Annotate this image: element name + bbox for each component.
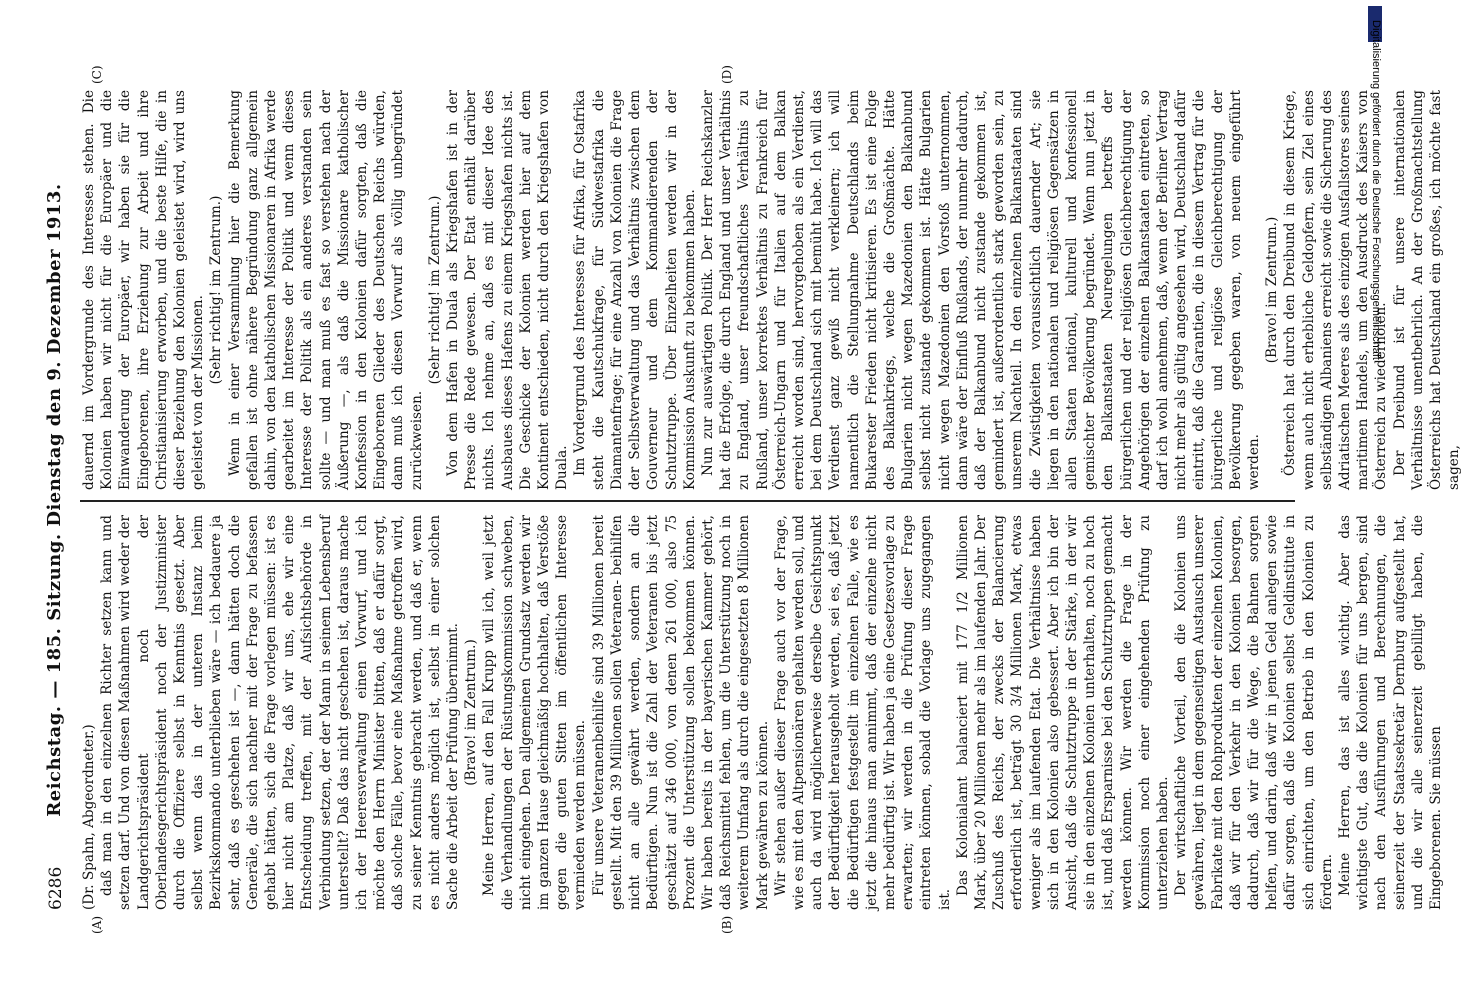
paragraph: daß man in den einzelnen Richter setzen kann und setzen darf. Und von diesen Maßnahmen wird weder der Landgerichtspräsident noch der Oberlandesgerichtspräsident noch der Justizminister durch die Offiziere selbst in Kenntnis gesetzt. Aber selbst wenn das in der unteren Instanz beim Bezirkskommando unterblieben wäre — ich bedauere ja sehr, daß es geschehen ist —, dann hätten doch die Generäle, die sich nachher mit der Frage zu befassen gehabt hätten, sich die Frage vorlegen müssen: ist es hier nicht am Platze, daß wir uns, ehe wir eine Entscheidung treffen, mit der Aufsichtsbehörde in Verbindung setzen, der der Mann in seinem Lebensberuf unterstellt? Daß das nicht geschehen ist, daraus mache ich der Heeresverwaltung einen Vorwurf, und ich möchte den Herrn Minister bitten, daß er dafür sorgt, daß solche Fälle, bevor eine Maßnahme getroffen wird, zu seiner Kenntnis gebracht werden, und daß er, wenn es nicht anders möglich ist, selbst in einer solchen Sache die Arbeit der Prüfung übernimmt. [99,515,462,910]
paragraph: Österreich hat durch den Dreibund in diesem Kriege, wenn auch nicht erhebliche Geldopfern, sein Ziel eines selbständigen Albaniens erreicht sowie die Sicherung des Adriatischen Meeres als des einzigen Ausfallstores seines maritimen Handels, um den Ausdruck des Kaisers von Österreich zu wiederholen. [1282,90,1390,490]
margin-mark-b: (B) [720,915,734,934]
page-number: 6286 [46,866,66,910]
paragraph: Für unsere Veteranenbeihilfe sind 39 Millionen bereit gestellt. Mit den 39 Millionen sollen Veteranen- beihilfen nicht an alle gewährt werden, sondern an die Bedürftigen. Nun ist die Zahl der Veteranen bis jetzt geschätzt auf 346 000, von denen 261 000, also 75 Prozent die Unterstützung sollen bekommen können. Wir haben bereits in der bayerischen Kammer gehört, daß Reichsmittel fehlen, um die Unterstützung noch in weiterem Umfang als durch die eingesetzten 8 Millionen Mark gewähren zu können. [590,515,771,910]
paragraph: Von dem Hafen in Duala als Kriegshafen ist in der Presse die Rede gewesen. Der Etat enthält darüber nichts. Ich nehme an, daß es mit dieser Idee des Ausbaues dieses Hafens zu einem Kriegshafen nichts ist. Die Geschicke der Kolonien werden hier auf dem Kontinent entschieden, nicht durch den Kriegshafen von Duala. [445,90,571,490]
paragraph: Das Kolonialamt balanciert mit 177 1/2 Millionen Mark, über 20 Millionen mehr als im laufenden Jahr. Der Zuschuß des Reichs, der zwecks der Balancierung erforderlich ist, beträgt 30 3/4 Millionen Mark, etwas weniger als im laufenden Etat. Die Verhältnisse haben sich in den Kolonien also gebessert. Aber ich bin der Ansicht, daß die Schutztruppe in der Stärke, in der wir sie in den einzelnen Kolonien unterhalten, noch zu hoch ist, und daß Ersparnisse bei den Schutztruppen gemacht werden können. Wir werden die Frage in der Kommission noch einer eingehenden Prüfung zu unterziehen haben. [954,515,1171,910]
interjection: (Sehr richtig! im Zentrum.) [208,195,225,385]
interjection: (Bravo! im Zentrum.) [463,639,480,786]
page-header [32,90,72,910]
paragraph: Der Dreibund ist für unsere internationalen Verhältnisse unentbehrlich. An der Großmachtstellung Österreichs hat Deutschland ein großes, ich möchte fast sagen, [1391,90,1463,490]
margin-mark-d: (D) [720,65,734,84]
column-divider [80,501,1295,503]
margin-mark-a: (A) [90,915,104,934]
credit-text: Digitalisierung gefördert durch die Deutsche Forschungsgemeinschaft [1370,20,1382,360]
interjection: (Sehr richtig! im Zentrum.) [426,195,443,385]
paragraph: Der wirtschaftliche Vorteil, den die Kolonien uns gewähren, liegt in dem gegenseitigen Austausch unserer Fabrikate mit den Rohprodukten der einzelnen Kolonien, daß wir für den Verkehr in den Kolonien besorgen, dadurch, daß wir für die Wege, die Bahnen sorgen helfen, und darin, daß wir in jenen Geld anlegen sowie dafür sorgen, daß die Kolonien selbst Geldinstitute in sich einrichten, um den Betrieb in den Kolonien zu fördern. [1173,515,1335,910]
speaker-label: (Dr. Spahn, Abgeordneter.) [81,724,97,910]
digitization-credit [1370,20,1384,620]
paragraph: dauernd im Vordergrunde des Interesses stehen. Die Kolonien haben wir nicht für die Europäer und die Einwanderung der Europäer, wir haben sie für die Eingeborenen, ihre Erziehung zur Arbeit und ihre Christianisierung erworben, und die beste Hilfe, die in dieser Beziehung den Kolonien geleistet wird, wird uns geleistet von der Missionen. [81,90,207,490]
margin-mark-c: (C) [90,65,104,84]
paragraph: Wir stehen außer dieser Frage auch vor der Frage, wie es mit den Altpensionären gehalten werden soll, und auch da wird möglicherweise derselbe Gesichtspunkt der Bedürftigkeit herausgeholt werden, sei es, daß jetzt die Bedürftigen festgestellt im einzelnen Falle, wie es jetzt die hinaus man annimmt, daß der einzelne nicht mehr bedürftig ist. Wir haben ja eine Gesetzesvorlage zu erwarten; wir werden in die Prüfung dieser Frage eintreten können, sobald die Vorlage uns zugegangen ist. [772,515,953,910]
left-column [80,515,1445,910]
paragraph: Wenn in einer Versammlung hier die Bemerkung gefallen ist ohne nähere Begründung ganz allgemein dahin, von den katholischen Missionaren in Afrika werde gearbeitet im Interesse der Politik und wenn dieses Interesse der Politik als ein anderes verstanden sein sollte — und man muß es fast so verstehen nach der Äußerung —, als daß die Missionare katholischer Konfession in den Kolonien dafür sorgten, daß die Eingeborenen Glieder des Deutschen Reichs würden, dann muß ich diesen Vorwurf als völlig unbegründet zurückweisen. [226,90,425,490]
paragraph: Meine Herren, das ist alles wichtig. Aber das wichtigste Gut, das die Kolonien für uns bergen, sind nach den Ausführungen und Berechnungen, die seinerzeit der Staatssekretär Dernburg aufgestellt hat, und die wir alle seinerzeit gebilligt haben, die Eingeborenen. Sie müssen [1337,515,1445,910]
page-title: Reichstag. — 185. Sitzung. Dienstag den 9. Dezember 1913. [44,183,65,817]
paragraph: Im Vordergrund des Interesses für Afrika, für Ostafrika steht die Kautschukfrage, für Südwestafrika die Diamantenfrage; für eine Anzahl von Kolonien die Frage der Selbstverwaltung und das Verhältnis zwischen dem Gouverneur und dem Kommandierenden der Schutztruppe. Über Einzelheiten werden wir in der Kommission Auskunft zu bekommen haben. [572,90,698,490]
interjection: (Bravo! im Zentrum.) [1264,216,1281,364]
paragraph: Nun zur auswärtigen Politik. Der Herr Reichskanzler hat die Erfolge, die durch England und unser Verhältnis zu England, unser freundschaftliches Verhältnis zu Rußland, unser korrektes Verhältnis zu Frankreich für Österreich-Ungarn und für Italien auf dem Balkan erreicht worden sind, hervorgehoben als ein Verdienst, bei dem Deutschland sich mit bemüht habe. Ich will das Verdienst ganz gewiß nicht verkleinern; ich will namentlich die Stellungnahme Deutschlands beim Bukarester Frieden nicht kritisieren. Es ist eine Folge des Balkankriegs, welche die Großmächte. Hätte Bulgarien nicht wegen Mazedonien den Balkanbund selbst nicht zustande gekommen ist. Hätte Bulgarien nicht wegen Mazedonien den Vorstoß unternommen, dann wäre der Einfluß Rußlands, der nunmehr dadurch, daß der Balkanbund nicht zustande gekommen ist, gemindert ist, außerordentlich stark geworden sein, zu unserem Nachteil. In den einzelnen Balkanstaaten sind die Zwistigkeiten voraussichtlich dauernder Art; sie liegen in den nationalen und religiösen Gegensätzen in allen Staaten national, kulturell und konfessionell gemischter Bevölkerung begründet. Wenn nun jetzt in den Balkanstaaten Neuregelungen betreffs der bürgerlichen und der religiösen Gleichberechtigung der Angehörigen der einzelnen Balkanstaaten eintreten, so darf ich wohl annehmen, daß, wenn der Berliner Vertrag nicht mehr als gültig angesehen wird, Deutschland dafür eintritt, daß die Garantien, die in diesem Vertrag für die bürgerliche und religiöse Gleichberechtigung der Bevölkerung gegeben waren, von neuem eingeführt werden. [699,90,1262,490]
paragraph: Meine Herren, auf den Fall Krupp will ich, weil jetzt die Verhandlungen der Rüstungskommission schweben, nicht eingehen. Den allgemeinen Grundsatz werden wir im ganzen Hause gleichmäßig hochhalten, daß Verstöße gegen die guten Sitten im öffentlichen Interesse vermieden werden müssen. [481,515,589,910]
